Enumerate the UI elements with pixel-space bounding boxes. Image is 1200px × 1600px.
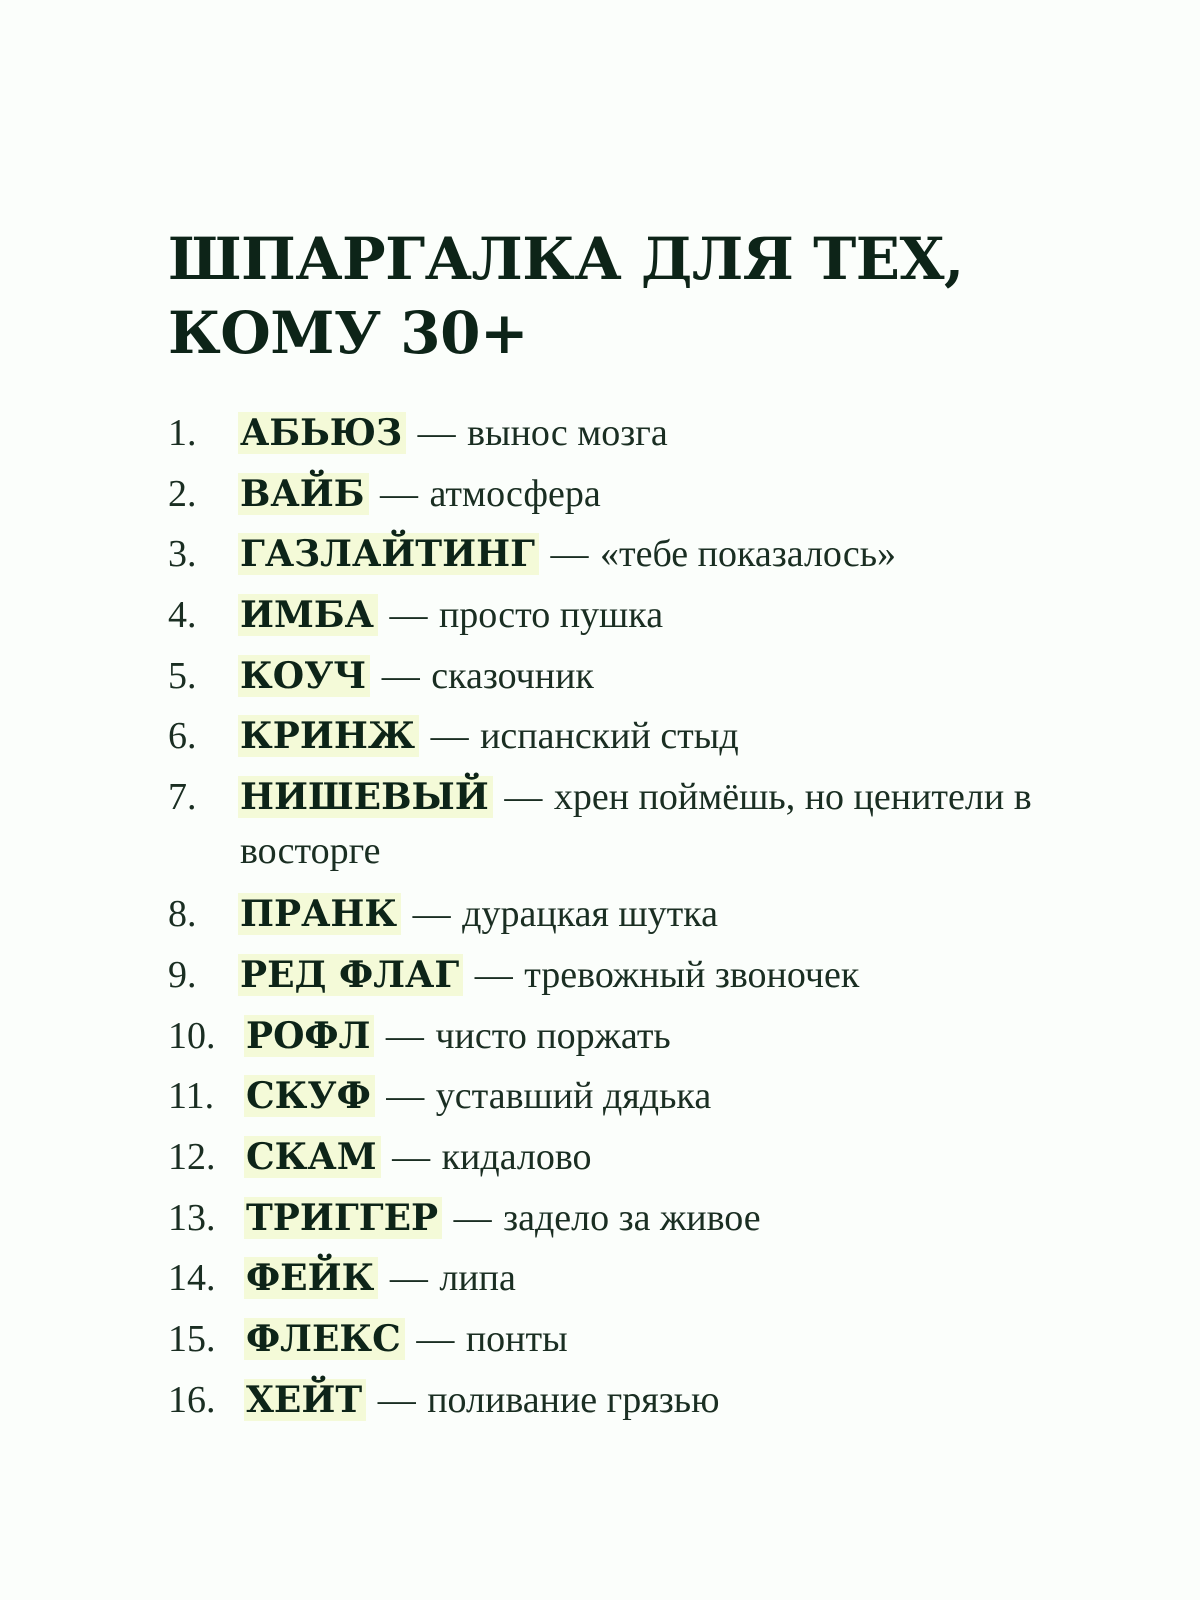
item-definition: липа — [439, 1257, 516, 1300]
item-term: ПРАНК — [238, 893, 401, 935]
item-number: 14. — [168, 1257, 216, 1300]
title-line-2: КОМУ 30+ — [168, 299, 529, 367]
list-item — [168, 1196, 1108, 1260]
item-dash: — — [504, 776, 543, 819]
list-item — [168, 1077, 1108, 1138]
item-dash: — — [385, 1014, 424, 1057]
item-dash: — — [453, 1196, 492, 1239]
item-term: НИШЕВЫЙ — [238, 776, 493, 818]
item-term: КОУЧ — [238, 655, 370, 697]
item-term: ТРИГГЕР — [244, 1197, 442, 1239]
item-term: РОФЛ — [244, 1015, 374, 1057]
item-number: 8. — [168, 893, 197, 936]
item-dash: — — [416, 1317, 455, 1360]
list-item — [168, 1317, 1108, 1381]
list-item — [168, 1378, 1108, 1442]
item-term: ХЕЙТ — [244, 1379, 366, 1421]
item-number: 15. — [168, 1317, 216, 1360]
item-term: КРИНЖ — [238, 715, 419, 757]
item-number: 13. — [168, 1196, 216, 1239]
list-item — [168, 778, 1108, 895]
item-dash: — — [550, 533, 589, 576]
item-number: 1. — [168, 412, 197, 454]
item-definition: кидалово — [441, 1135, 592, 1178]
item-definition: поливание грязью — [427, 1378, 720, 1421]
item-term: РЕД ФЛАГ — [238, 954, 463, 996]
item-term: СКАМ — [244, 1136, 381, 1178]
item-number: 5. — [168, 654, 197, 697]
item-term: ИМБА — [238, 594, 378, 636]
item-term: АБЬЮЗ — [238, 412, 406, 454]
item-number: 7. — [168, 776, 197, 819]
item-number: 9. — [168, 953, 197, 996]
list-item — [168, 1014, 1108, 1078]
item-definition: просто пушка — [438, 594, 664, 637]
item-definition: уставший дядька — [435, 1075, 712, 1118]
item-number: 3. — [168, 533, 197, 576]
list-item — [168, 717, 1108, 778]
list-item — [168, 596, 1108, 657]
item-definition: вынос мозга — [467, 412, 668, 454]
item-dash: — — [380, 472, 419, 515]
item-dash: — — [381, 654, 420, 697]
item-term: ФЛЕКС — [244, 1318, 405, 1360]
list-item — [168, 414, 1108, 475]
slang-list — [168, 414, 1108, 1441]
item-definition: понты — [465, 1317, 568, 1360]
item-number: 11. — [168, 1075, 215, 1118]
item-dash: — — [389, 594, 428, 637]
item-dash: — — [430, 715, 469, 758]
item-number: 12. — [168, 1135, 216, 1178]
item-definition: хрен поймёшь, но ценители в восторге — [240, 776, 1032, 873]
item-definition: задело за живое — [503, 1196, 761, 1239]
item-term: ВАЙБ — [238, 473, 369, 515]
item-dash: — — [412, 893, 451, 936]
item-number: 16. — [168, 1378, 216, 1421]
item-dash: — — [386, 1075, 425, 1118]
item-dash: — — [389, 1257, 428, 1300]
page-title — [168, 222, 1068, 370]
item-dash: — — [377, 1378, 416, 1421]
list-item — [168, 535, 1108, 596]
item-definition: чисто поржать — [435, 1014, 671, 1057]
list-item — [168, 1135, 1108, 1199]
item-term: СКУФ — [244, 1075, 375, 1117]
item-number: 2. — [168, 472, 197, 515]
item-dash: — — [392, 1135, 431, 1178]
title-line-1: ШПАРГАЛКА ДЛЯ ТЕХ, — [168, 225, 964, 293]
item-definition: дурацкая шутка — [462, 893, 719, 936]
list-item — [168, 654, 1108, 718]
item-number: 10. — [168, 1014, 216, 1057]
item-dash: — — [474, 953, 513, 996]
item-definition: тревожный звоночек — [524, 953, 860, 996]
item-number: 4. — [168, 594, 197, 637]
list-item — [168, 953, 1108, 1017]
list-item — [168, 472, 1108, 536]
item-definition: атмосфера — [429, 472, 601, 515]
item-definition: «тебе показалось» — [599, 533, 897, 576]
list-item — [168, 895, 1108, 956]
item-dash: — — [417, 412, 456, 454]
item-definition: испанский стыд — [480, 715, 739, 758]
item-number: 6. — [168, 715, 197, 758]
item-definition: сказочник — [431, 654, 594, 697]
item-term: ФЕЙК — [244, 1257, 378, 1299]
list-item — [168, 1259, 1108, 1320]
item-term: ГАЗЛАЙТИНГ — [238, 533, 539, 575]
